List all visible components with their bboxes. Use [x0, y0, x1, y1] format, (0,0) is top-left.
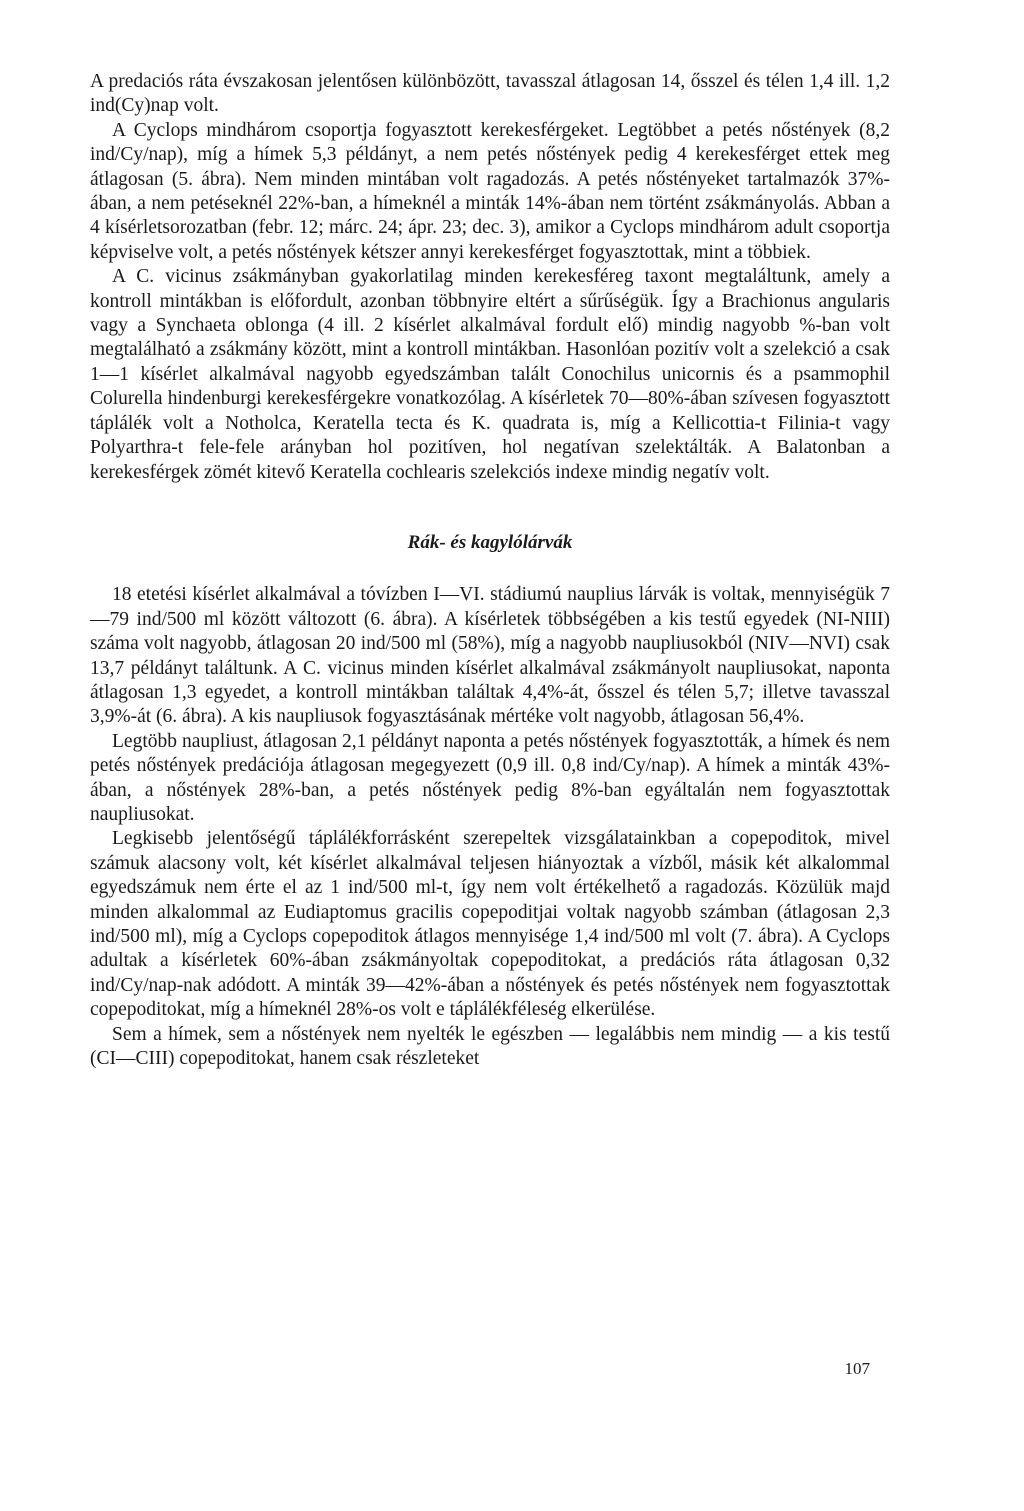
paragraph-cyclops-groups: A Cyclops mindhárom csoportja fogyasztott kerekesférgeket. Legtöbbet a petés nőstények (8,2 ind/Cy/nap), míg a hímek 5,3 példányt, a nem petés nőstények pedig 4 kerekesférget ettek meg átlagosan (5. ábra). Nem minden mintában volt ragadozás. A petés nőstényeket tartalmazók 37%-ában, a nem petéseknél 22%-ban, a hímeknél a minták 14%-ában nem történt zsákmányolás. Abban a 4 kísérletsorozatban (febr. 12; márc. 24; ápr. 23; dec. 3), amikor a Cyclops mindhárom adult csoportja képviselve volt, a petés nőstények kétszer annyi kerekesférget fogyasztottak, mint a többiek. [90, 119, 890, 263]
page-number: 107 [844, 1359, 870, 1378]
paragraph-rotifer-selection: A C. vicinus zsákmányban gyakorlatilag minden kerekesféreg taxont megtaláltunk, amely a kontroll mintákban is előfordult, azonban többnyire eltért a sűrűségük. Így a Brachionus angularis vagy a Synchaeta oblonga (4 ill. 2 kísérlet alkalmával fordult elő) mindig nagyobb %-ban volt megtalálható a zsákmány között, mint a kontroll mintákban. Hasonlóan pozitív volt a szelekció a csak 1—1 kísérlet alkalmával nagyobb egyedszámban talált Conochilus unicornis és a psammophil Colurella hindenburgi kerekesférgekre vonatkozólag. A kísérletek 70—80%-ában szívesen fogyasztott táplálék volt a Notholca, Keratella tecta és K. quadrata is, míg a Kellicottia-t Filinia-t vagy Polyarthra-t fele-fele arányban hol pozitíven, hol negatívan szelektálták. A Balatonban a kerekesférgek zömét kitevő Keratella cochlearis szelekciós indexe mindig negatív volt. [90, 266, 890, 483]
paragraph-predation-rate: A predaciós ráta évszakosan jelentősen különbözött, tavasszal átlagosan 14, ősszel és télen 1,4 ill. 1,2 ind(Cy)nap volt. [90, 71, 890, 117]
paragraph-copepodites: Legkisebb jelentőségű táplálékforrásként szerepeltek vizsgálatainkban a copepoditok, mivel számuk alacsony volt, két kísérlet alkalmával teljesen hiányoztak a vízből, másik két alkalommal egyedszámuk nem érte el az 1 ind/500 ml-t, így nem volt értékelhető a ragadozás. Közülük majd minden alkalommal az Eudiaptomus gracilis copepoditjai voltak nagyobb számban (átlagosan 2,3 ind/500 ml), míg a Cyclops copepoditok átlagos mennyisége 1,4 ind/500 ml volt (7. ábra). A Cyclops adultak a kísérletek 60%-ában zsákmányoltak copepoditokat, a predációs ráta átlagosan 0,32 ind/Cy/nap-nak adódott. A minták 39—42%-ában a nőstények és petés nőstények nem fogyasztottak copepoditokat, míg a hímeknél 28%-os volt e táplálékféleség elkerülése. [90, 828, 890, 1021]
document-page [90, 70, 890, 1071]
paragraph-nauplius-experiments: 18 etetési kísérlet alkalmával a tóvízben I—VI. stádiumú nauplius lárvák is voltak, mennyiségük 7—79 ind/500 ml között változott (6. ábra). A kísérletek többségében a kis testű egyedek (NI-NIII) száma volt nagyobb, átlagosan 20 ind/500 ml (58%), míg a nagyobb naupliusokból (NIV—NVI) csak 13,7 példányt találtunk. A C. vicinus minden kísérlet alkalmával zsákmányolt naupliusokat, naponta átlagosan 1,3 egyedet, a kontroll mintákban találtak 4,4%-át, ősszel és télen 5,7; illetve tavasszal 3,9%-át (6. ábra). A kis naupliusok fogyasztásának mértéke volt nagyobb, átlagosan 56,4%. [90, 584, 890, 728]
paragraph-partial-consumption: Sem a hímek, sem a nőstények nem nyelték le egészben — legalábbis nem mindig — a kis testű (CI—CIII) copepoditokat, hanem csak részleteket [90, 1023, 890, 1070]
paragraph-nauplius-consumption: Legtöbb naupliust, átlagosan 2,1 példányt naponta a petés nőstények fogyasztották, a hímek és nem petés nőstények predációja átlagosan megegyezett (0,9 ill. 0,8 ind/Cy/nap). A hímek a minták 43%-ában, a nőstények 28%-ban, a petés nőstények pedig 8%-ban egyáltalán nem fogyasztottak naupliusokat. [90, 730, 890, 825]
section-heading: Rák- és kagylólárvák [407, 531, 573, 553]
